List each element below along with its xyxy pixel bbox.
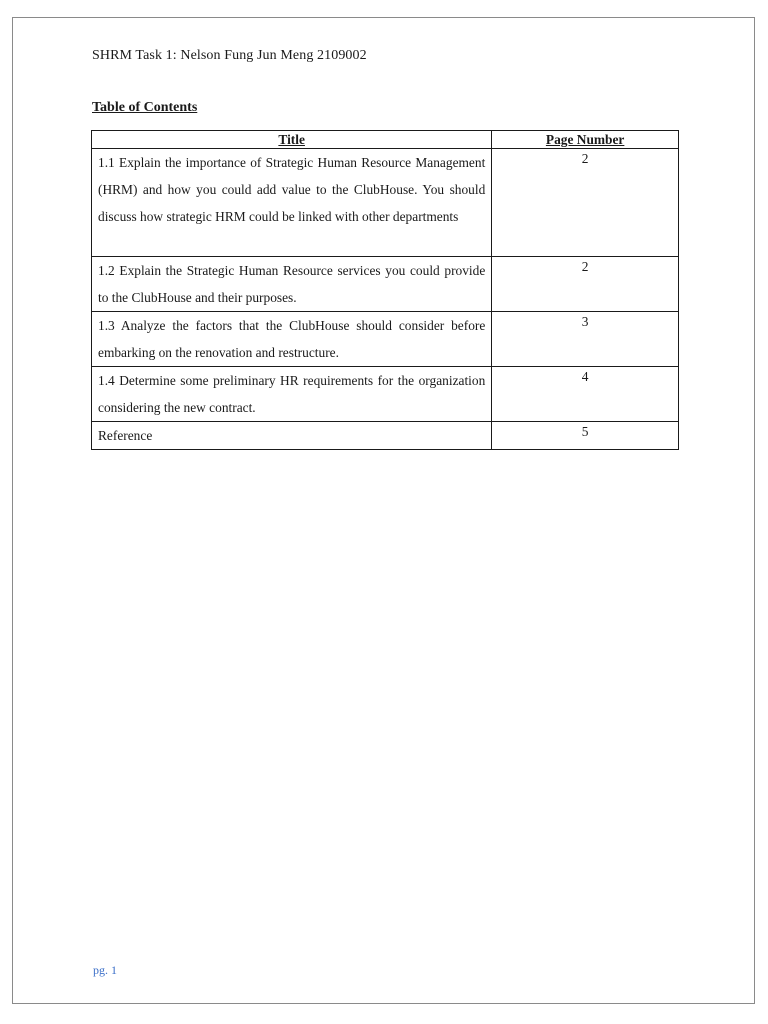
toc-entry-title: Reference (92, 422, 492, 450)
toc-entry-title: 1.3 Analyze the factors that the ClubHouse should consider before embarking on the renovation and restructure. (92, 312, 492, 367)
toc-entry-page: 2 (492, 149, 679, 257)
toc-entry-page: 2 (492, 257, 679, 312)
toc-entry-page: 4 (492, 367, 679, 422)
toc-entry-title: 1.4 Determine some preliminary HR requirements for the organization considering the new contract. (92, 367, 492, 422)
toc-row (92, 367, 679, 422)
toc-header-row (92, 131, 679, 149)
toc-row (92, 312, 679, 367)
toc-column-page-number: Page Number (492, 131, 679, 149)
toc-entry-title: 1.2 Explain the Strategic Human Resource services you could provide to the ClubHouse and their purposes. (92, 257, 492, 312)
document-page (12, 17, 755, 1004)
toc-heading: Table of Contents (92, 100, 198, 115)
toc-row (92, 422, 679, 450)
document-header: SHRM Task 1: Nelson Fung Jun Meng 2109002 (92, 48, 367, 63)
toc-row (92, 149, 679, 257)
toc-column-title: Title (92, 131, 492, 149)
toc-entry-title: 1.1 Explain the importance of Strategic Human Resource Management (HRM) and how you could add value to the ClubHouse. You should discuss how strategic HRM could be linked with other departments (92, 149, 492, 257)
page-number-footer: pg. 1 (93, 963, 117, 977)
toc-row (92, 257, 679, 312)
toc-table (91, 130, 679, 450)
toc-entry-page: 3 (492, 312, 679, 367)
toc-entry-page: 5 (492, 422, 679, 450)
